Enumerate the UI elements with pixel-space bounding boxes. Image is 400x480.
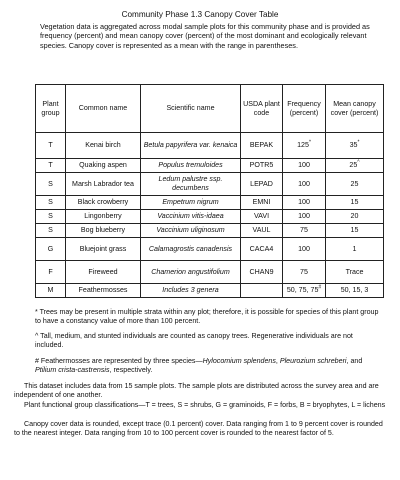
intro-paragraph: Vegetation data is aggregated across modal sample plots for this community phase and is provided as frequency (percent) and mean canopy cover (percent) of the most dominant and ecologically relevant species. Canopy cover is represented as a mean with the range in parentheses. — [40, 22, 370, 50]
cell-scientific-name — [141, 159, 241, 173]
cell-common-name-value: Bog blueberry — [80, 226, 126, 235]
cell-canopy-cover — [326, 261, 384, 284]
note-moss-end: , respectively. — [109, 366, 153, 374]
cell-scientific-name-value: Chamerion angustifolium — [151, 267, 230, 276]
cell-common-name — [66, 224, 141, 238]
cell-canopy-cover-footnote-mark: * — [357, 139, 360, 146]
cell-frequency-value: 100 — [298, 244, 310, 253]
cell-canopy-cover — [326, 159, 384, 173]
cell-plant-group-value: M — [47, 286, 54, 295]
cell-plant-group-value: S — [48, 198, 53, 207]
cell-scientific-name — [141, 173, 241, 196]
note-moss-species-2: Pleurozium schreberi — [279, 357, 347, 365]
cell-scientific-name — [141, 238, 241, 261]
cell-scientific-name — [141, 210, 241, 224]
cell-scientific-name-value: Empetrum nigrum — [162, 198, 219, 207]
cell-scientific-name — [141, 133, 241, 159]
cell-common-name-value: Bluejoint grass — [79, 244, 127, 253]
cell-frequency-footnote-mark: # — [318, 284, 322, 291]
note-moss-lead: # Feathermosses are represented by three species— — [35, 357, 203, 365]
table-row — [36, 224, 384, 238]
cell-frequency-value: 125 — [297, 141, 309, 150]
cell-common-name — [66, 261, 141, 284]
cell-common-name-value: Kenai birch — [85, 141, 121, 150]
header-usda-code: USDA plant code — [241, 85, 283, 133]
cell-common-name — [66, 196, 141, 210]
table-row — [36, 133, 384, 159]
cell-usda-code-value: CACA4 — [249, 244, 274, 253]
cell-common-name — [66, 173, 141, 196]
header-frequency: Frequency (percent) — [283, 85, 326, 133]
cell-plant-group — [36, 261, 66, 284]
cell-usda-code-value: VAVI — [253, 212, 270, 221]
header-common-name: Common name — [66, 85, 141, 133]
cell-common-name — [66, 133, 141, 159]
cell-canopy-cover-value: 50, 15, 3 — [340, 286, 369, 295]
cell-plant-group — [36, 133, 66, 159]
cell-frequency — [283, 224, 326, 238]
cell-plant-group — [36, 224, 66, 238]
cell-canopy-cover — [326, 196, 384, 210]
body-paragraph-plots — [14, 382, 388, 400]
cell-plant-group-value: T — [48, 161, 53, 170]
cell-frequency-value: 100 — [298, 212, 310, 221]
header-plant-group: Plant group — [36, 85, 66, 133]
cell-canopy-cover-value: 35 — [349, 141, 358, 150]
header-scientific-name: Scientific name — [141, 85, 241, 133]
body-plots-text: This dataset includes data from 15 sample plots. The sample plots are distributed across the survey area and are independent of one another. — [14, 382, 379, 399]
cell-common-name-value: Fireweed — [88, 267, 118, 276]
cell-usda-code-value: LEPAD — [250, 179, 273, 188]
cell-frequency — [283, 173, 326, 196]
cell-plant-group — [36, 210, 66, 224]
cell-canopy-cover — [326, 224, 384, 238]
cell-scientific-name-value: Populus tremuloides — [158, 161, 223, 170]
cell-scientific-name-value: Vaccinium vitis-idaea — [157, 212, 224, 221]
cell-common-name — [66, 210, 141, 224]
cell-canopy-cover — [326, 173, 384, 196]
cell-usda-code — [241, 238, 283, 261]
cell-usda-code — [241, 284, 283, 298]
note-tall: ^ Tall, medium, and stunted individuals are counted as canopy trees. Regenerative individuals are not included. — [35, 332, 353, 349]
cell-common-name — [66, 238, 141, 261]
body-groups-text: Plant functional group classifications—T = trees, S = shrubs, G = graminoids, F = forbs, B = bryophytes, L = lichens — [24, 401, 386, 409]
cell-canopy-cover — [326, 133, 384, 159]
cell-usda-code-value: EMNI — [252, 198, 271, 207]
cell-plant-group — [36, 173, 66, 196]
cell-canopy-cover — [326, 284, 384, 298]
cell-frequency-value: 100 — [298, 198, 310, 207]
cell-scientific-name — [141, 224, 241, 238]
table-row — [36, 238, 384, 261]
cell-frequency — [283, 261, 326, 284]
note-moss-sep-1: , — [275, 357, 280, 365]
cell-frequency — [283, 210, 326, 224]
cell-frequency-value: 75 — [300, 267, 308, 276]
cell-canopy-cover-value: 20 — [350, 212, 359, 221]
table-row — [36, 284, 384, 298]
body-paragraph-rounding — [14, 420, 388, 438]
cell-scientific-name-value: Vaccinium uliginosum — [156, 226, 225, 235]
cell-frequency-value: 100 — [298, 161, 310, 170]
header-canopy-cover: Mean canopy cover (percent) — [326, 85, 384, 133]
table-row — [36, 196, 384, 210]
cell-usda-code-value: POTR5 — [249, 161, 274, 170]
cell-plant-group-value: S — [48, 212, 53, 221]
cell-usda-code — [241, 133, 283, 159]
cell-canopy-cover-value: 25 — [350, 179, 359, 188]
cell-scientific-name-value: Betula papyrifera var. kenaica — [143, 141, 238, 150]
cell-plant-group-value: G — [47, 244, 54, 253]
note-moss-species-3: Ptilium crista-castrensis — [35, 366, 110, 374]
cell-canopy-cover — [326, 238, 384, 261]
cell-canopy-cover-value: Trace — [345, 267, 364, 276]
note-moss-sep-2: , and — [346, 357, 363, 365]
table-row — [36, 210, 384, 224]
cell-usda-code — [241, 159, 283, 173]
cell-scientific-name-value: Includes 3 genera — [162, 286, 219, 295]
cell-frequency — [283, 238, 326, 261]
cell-canopy-cover-value: 15 — [350, 198, 359, 207]
cell-scientific-name — [141, 196, 241, 210]
cell-frequency — [283, 133, 326, 159]
cell-plant-group — [36, 196, 66, 210]
cell-usda-code — [241, 224, 283, 238]
cell-frequency — [283, 159, 326, 173]
cell-usda-code — [241, 173, 283, 196]
note-moss-species-1: Hylocomium splendens — [202, 357, 276, 365]
cell-frequency-value: 50, 75, 75 — [286, 286, 319, 295]
cell-scientific-name — [141, 261, 241, 284]
cell-canopy-cover-value: 25 — [349, 161, 358, 170]
note-feathermosses — [35, 357, 383, 375]
cell-common-name-value: Black crowberry — [77, 198, 129, 207]
canopy-cover-table — [35, 84, 384, 298]
cell-frequency — [283, 284, 326, 298]
cell-frequency-value: 100 — [298, 179, 310, 188]
cell-usda-code — [241, 210, 283, 224]
cell-canopy-cover — [326, 210, 384, 224]
cell-common-name — [66, 159, 141, 173]
cell-common-name-value: Feathermosses — [78, 286, 128, 295]
cell-plant-group — [36, 159, 66, 173]
cell-usda-code-value: CHAN9 — [249, 267, 274, 276]
cell-plant-group — [36, 284, 66, 298]
table-row — [36, 173, 384, 196]
cell-common-name — [66, 284, 141, 298]
cell-plant-group-value: S — [48, 226, 53, 235]
cell-plant-group-value: S — [48, 179, 53, 188]
cell-scientific-name-value: Calamagrostis canadensis — [148, 244, 233, 253]
cell-frequency — [283, 196, 326, 210]
cell-common-name-value: Lingonberry — [84, 212, 122, 221]
cell-usda-code — [241, 261, 283, 284]
cell-canopy-cover-value: 15 — [350, 226, 359, 235]
table-header-row — [36, 85, 384, 133]
note-trees: * Trees may be present in multiple strata within any plot; therefore, it is possible for species of this plant group to have a constancy value of more than 100 percent. — [35, 308, 379, 325]
cell-canopy-cover-value: 1 — [352, 244, 357, 253]
cell-usda-code-value: BEPAK — [249, 141, 274, 150]
body-rounding-text: Canopy cover data is rounded, except trace (0.1 percent) cover. Data ranging from 1 to 9 percent cover is rounded to the nearest integer. Data ranging from 10 to 100 percent cover is rounded to the nearest factor of 5. — [14, 420, 383, 437]
cell-usda-code-value: VAUL — [252, 226, 271, 235]
table-row — [36, 159, 384, 173]
cell-scientific-name-value: Ledum palustre ssp. decumbens — [158, 175, 223, 192]
cell-canopy-cover-footnote-mark: ^ — [357, 159, 360, 166]
cell-frequency-value: 75 — [300, 226, 308, 235]
cell-plant-group-value: F — [48, 267, 53, 276]
cell-frequency-footnote-mark: * — [308, 139, 311, 146]
cell-common-name-value: Quaking aspen — [79, 161, 127, 170]
cell-plant-group-value: T — [48, 141, 53, 150]
cell-scientific-name — [141, 284, 241, 298]
cell-usda-code — [241, 196, 283, 210]
table-row — [36, 261, 384, 284]
cell-common-name-value: Marsh Labrador tea — [72, 179, 134, 188]
cell-plant-group — [36, 238, 66, 261]
page-title: Community Phase 1.3 Canopy Cover Table — [121, 10, 279, 19]
body-paragraph-groups — [14, 401, 388, 410]
